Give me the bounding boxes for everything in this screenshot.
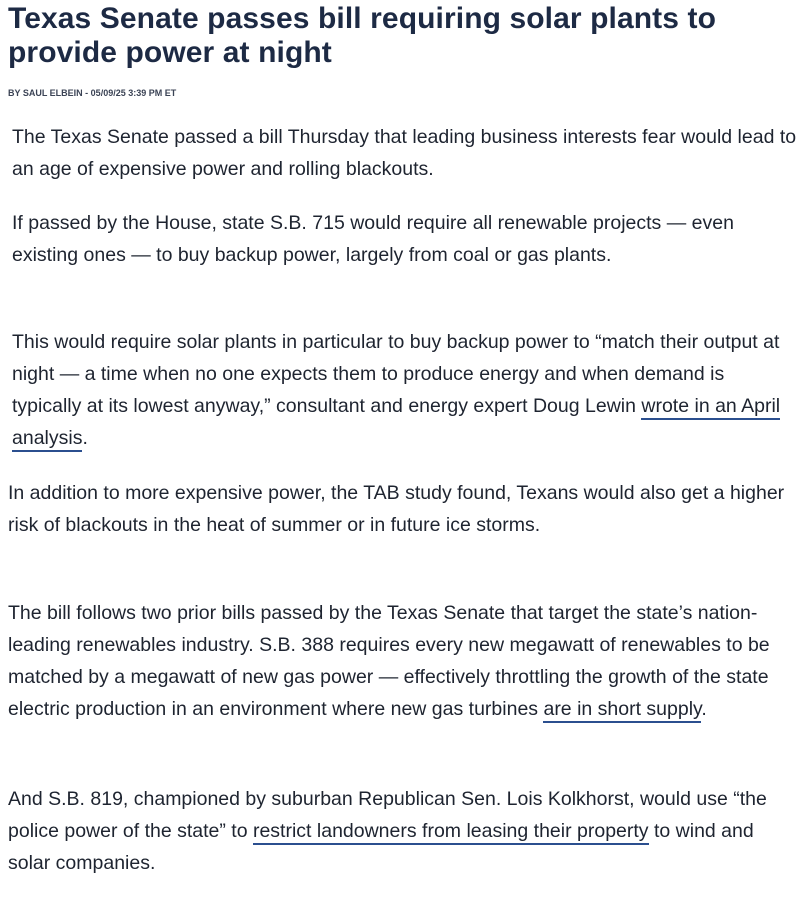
link-restrict-landowners[interactable]: restrict landowners from leasing their property [253,820,649,845]
paragraph-text: This would require solar plants in particular to buy backup power to “match their output at night — a time when no one expects them to produce energy and when demand is typically at its lowest anyway,” consultant and energy expert Doug Lewin [12,331,780,417]
article-paragraph-1 [12,121,797,185]
link-short-supply[interactable]: are in short supply [543,698,701,723]
article-paragraph-5 [8,597,798,725]
article-paragraph-6 [8,783,798,879]
paragraph-text: In addition to more expensive power, the TAB study found, Texans would also get a higher risk of blackouts in the heat of summer or in future ice storms. [8,482,785,536]
paragraph-text: to wind and solar companies. [8,820,754,874]
paragraph-text: . [82,427,88,449]
article-byline: BY SAUL ELBEIN - 05/09/25 3:39 PM ET [8,88,177,98]
paragraph-text: The Texas Senate passed a bill Thursday that leading business interests fear would lead to an age of expensive power and rolling blackouts. [12,126,797,180]
paragraph-text: And S.B. 819, championed by suburban Republican Sen. Lois Kolkhorst, would use “the police power of the state” to [8,788,767,842]
article-paragraph-3 [12,326,798,454]
paragraph-text: . [701,698,707,720]
article-headline: Texas Senate passes bill requiring solar plants to provide power at night [8,2,717,69]
paragraph-text: The bill follows two prior bills passed by the Texas Senate that target the state’s nation-leading renewables industry. S.B. 388 requires every new megawatt of renewables to be matched by a megawatt of new gas power — effectively throttling the growth of the state electric production in an environment where new gas turbines [8,602,770,720]
article-paragraph-2 [12,207,797,271]
article-paragraph-4 [8,477,793,541]
paragraph-text: If passed by the House, state S.B. 715 would require all renewable projects — even existing ones — to buy backup power, largely from coal or gas plants. [12,212,734,266]
link-april-analysis[interactable]: wrote in an April analysis [12,395,780,452]
